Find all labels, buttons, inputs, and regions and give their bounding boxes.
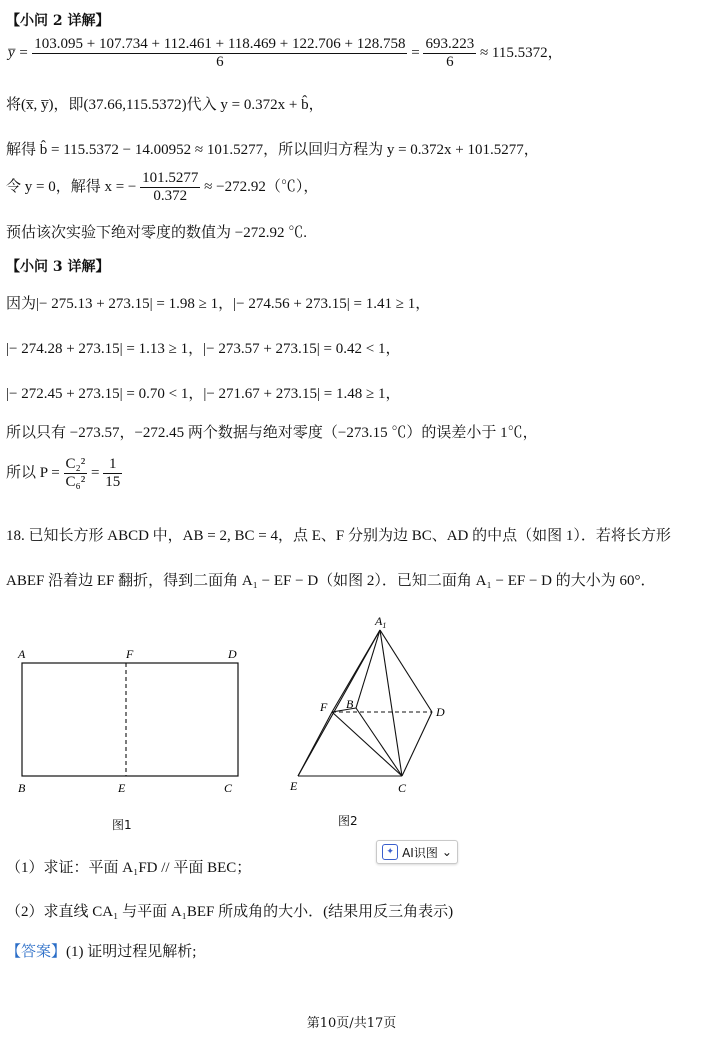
figure-1-caption: 图1	[112, 818, 132, 832]
label-e: E	[118, 781, 126, 795]
ai-button-label: AI识图	[402, 845, 438, 860]
part-2: （2）求直线 CA₁ 与平面 A₁BEF 所成角的大小．(结果用反三角表示)	[6, 904, 454, 920]
mean-fraction-2	[423, 36, 476, 71]
zero-fraction	[140, 170, 200, 205]
mean-numerator-2: 693.223	[425, 36, 475, 52]
p-pre: 所以 P =	[6, 464, 60, 481]
estimate-line: 预估该次实验下绝对零度的数值为 −272.92 ℃.	[6, 225, 307, 241]
q18-stem-2: ABEF 沿着边 EF 翻折，得到二面角 A₁ − EF − D（如图 2）．已知二面角 A₁ − EF − D 的大小为 60°．	[6, 573, 656, 589]
p-denominator: C₆²	[65, 474, 86, 490]
mean-lhs: y̅ =	[8, 44, 29, 61]
q3-line-2: |− 274.28 + 273.15| = 1.13 ≥ 1，|− 273.57 + 273.15| = 0.42 < 1，	[6, 341, 401, 357]
mean-numerator: 103.095 + 107.734 + 112.461 + 118.469 + 122.706 + 128.758	[34, 36, 406, 52]
label-a: A	[18, 647, 26, 661]
mean-approx: ≈ 115.5372，	[479, 44, 563, 61]
ai-scan-icon: ✦	[382, 844, 398, 860]
substitute-line: 将(x̅, y̅)，即(37.66,115.5372)代入 y = 0.372x + b̂，	[6, 97, 324, 113]
figure-1	[10, 640, 250, 800]
label-a1: $A_1$	[375, 614, 387, 630]
p-fraction	[64, 456, 88, 491]
p-numerator: C₂²	[65, 456, 86, 472]
part-1: （1）求证：平面 A₁FD // 平面 BEC；	[6, 860, 252, 876]
label-b2: B	[346, 697, 354, 711]
label-f: F	[126, 647, 134, 661]
zero-line	[6, 170, 318, 205]
label-b: B	[18, 781, 26, 795]
zero-pre: 令 y = 0，解得 x = −	[6, 178, 137, 195]
mean-denominator-2: 6	[446, 54, 454, 70]
p-equals: =	[90, 464, 100, 481]
label-e2: E	[290, 779, 298, 793]
zero-numerator: 101.5277	[142, 170, 199, 186]
ai-recognize-button[interactable]	[376, 840, 458, 864]
p-fraction-2	[103, 456, 122, 491]
q3-line-3: |− 272.45 + 273.15| = 0.70 < 1，|− 271.67 + 273.15| = 1.48 ≥ 1，	[6, 386, 401, 402]
zero-denominator: 0.372	[153, 188, 188, 204]
figure-2	[284, 612, 454, 802]
label-c2: C	[398, 781, 407, 795]
answer-text: (1) 证明过程见解析;	[66, 944, 197, 960]
p-numerator-2: 1	[103, 456, 122, 474]
q3-heading: 【小问 3 详解】	[6, 259, 110, 275]
zero-post: ≈ −272.92（℃），	[204, 178, 319, 195]
rectangle-abcd	[22, 663, 238, 776]
label-c: C	[224, 781, 233, 795]
q3-line-1: 因为|− 275.13 + 273.15| = 1.98 ≥ 1，|− 274.56 + 273.15| = 1.41 ≥ 1，	[6, 296, 431, 312]
answer-line	[6, 940, 196, 961]
mean-denominator: 6	[216, 54, 224, 70]
q3-line-4: 所以只有 −273.57，−272.45 两个数据与绝对零度（−273.15 ℃）的误差小于 1℃，	[6, 425, 538, 441]
p-denominator-2: 15	[105, 474, 121, 490]
mean-equals: =	[411, 44, 420, 61]
page-footer: 第10页/共17页	[306, 1016, 397, 1031]
label-f2: F	[320, 700, 328, 714]
label-d2: D	[436, 705, 445, 719]
figure-2-caption: 图2	[338, 814, 358, 828]
q18-stem-1: 18. 已知长方形 ABCD 中，AB = 2, BC = 4，点 E、F 分别为边 BC、AD 的中点（如图 1）．若将长方形	[6, 528, 671, 544]
chevron-down-icon: ⌄	[441, 845, 452, 859]
answer-tag: 【答案】	[6, 944, 67, 960]
mean-formula	[8, 36, 563, 71]
mean-fraction	[32, 36, 407, 71]
q2-heading: 【小问 2 详解】	[6, 13, 110, 29]
label-d: D	[228, 647, 237, 661]
solve-line: 解得 b̂ = 115.5372 − 14.00952 ≈ 101.5277，所以回归方程为 y = 0.372x + 101.5277，	[6, 142, 539, 158]
probability-line	[6, 456, 122, 491]
